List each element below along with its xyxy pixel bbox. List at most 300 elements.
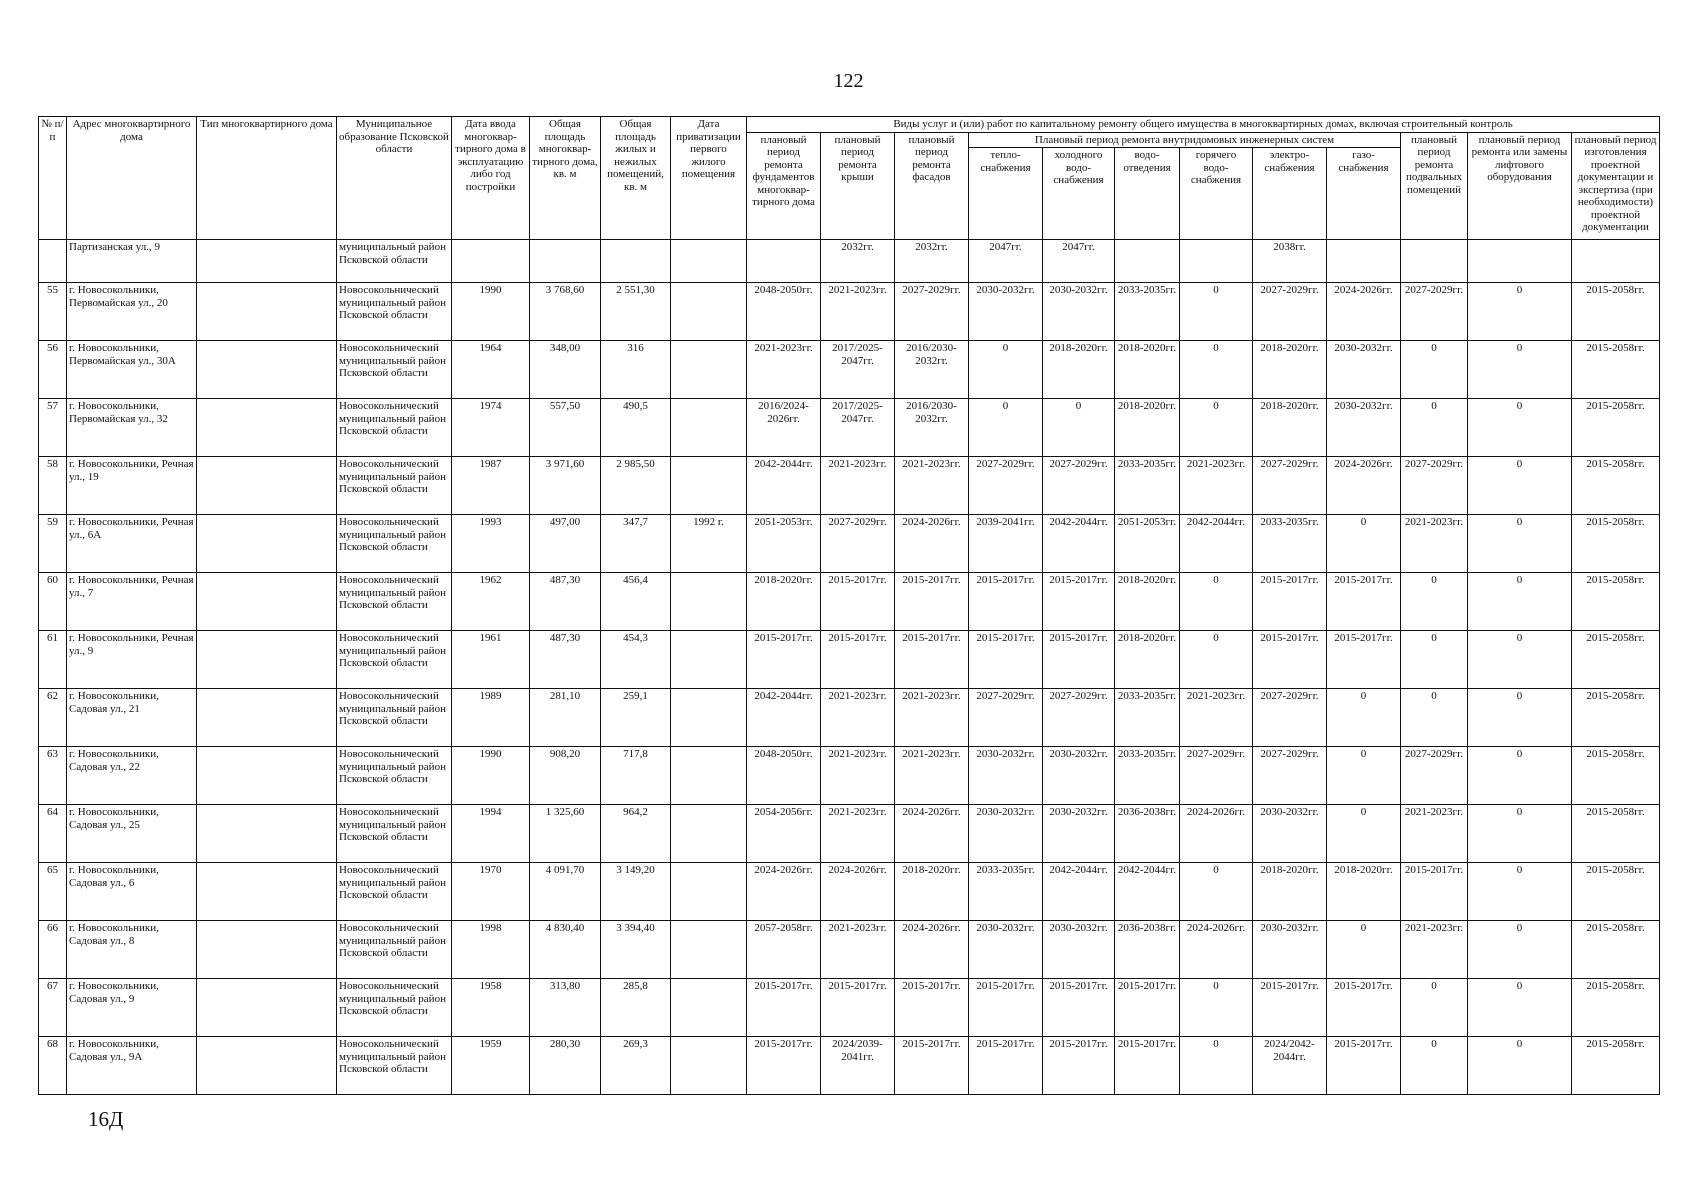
cell-sewer: 2033-2035гг. [1115, 689, 1180, 747]
cell-facade: 2024-2026гг. [895, 515, 969, 573]
cell-privatization [671, 689, 747, 747]
cell-num: 58 [39, 457, 67, 515]
cell-heat: 2033-2035гг. [969, 863, 1043, 921]
cell-foundation: 2057-2058гг. [747, 921, 821, 979]
cell-living-area: 454,3 [601, 631, 671, 689]
cell-type [197, 805, 337, 863]
cell-num: 59 [39, 515, 67, 573]
cell-roof: 2021-2023гг. [821, 921, 895, 979]
cell-heat: 0 [969, 399, 1043, 457]
cell-roof: 2017/2025-2047гг. [821, 399, 895, 457]
cell-design: 2015-2058гг. [1572, 573, 1660, 631]
header-facade: плановый период ремонта фасадов [895, 132, 969, 240]
cell-address: г. Новосокольники, Первомайская ул., 32 [67, 399, 197, 457]
cell-total-area: 487,30 [530, 573, 601, 631]
cell-municipality: Новосокольнический муниципальный район Псковской области [337, 341, 452, 399]
cell-basement: 0 [1401, 1037, 1468, 1095]
cell-heat: 2015-2017гг. [969, 1037, 1043, 1095]
cell-heat: 2015-2017гг. [969, 979, 1043, 1037]
cell-municipality: Новосокольнический муниципальный район Псковской области [337, 689, 452, 747]
cell-type [197, 515, 337, 573]
cell-address: г. Новосокольники, Садовая ул., 21 [67, 689, 197, 747]
cell-elevator: 0 [1468, 515, 1572, 573]
cell-basement: 2027-2029гг. [1401, 747, 1468, 805]
cell-electric: 2015-2017гг. [1253, 979, 1327, 1037]
cell-privatization [671, 747, 747, 805]
cell-num: 67 [39, 979, 67, 1037]
cell-design: 2015-2058гг. [1572, 631, 1660, 689]
cell-cold-water: 2015-2017гг. [1043, 1037, 1115, 1095]
header-commission-date: Дата ввода многоквар-тирного дома в эксплуатацию либо год постройки [452, 117, 530, 240]
cell-design: 2015-2058гг. [1572, 457, 1660, 515]
cell-year: 1962 [452, 573, 530, 631]
cell-living-area: 2 985,50 [601, 457, 671, 515]
cell-basement: 2021-2023гг. [1401, 515, 1468, 573]
cell-facade: 2021-2023гг. [895, 457, 969, 515]
cell-num: 55 [39, 283, 67, 341]
header-num: № п/п [39, 117, 67, 240]
cell-foundation: 2042-2044гг. [747, 457, 821, 515]
cell-cold-water: 2015-2017гг. [1043, 979, 1115, 1037]
cell-living-area: 259,1 [601, 689, 671, 747]
header-basement: плановый период ремонта подвальных помещений [1401, 132, 1468, 240]
cell-heat: 2030-2032гг. [969, 747, 1043, 805]
cell-electric: 2015-2017гг. [1253, 573, 1327, 631]
cell-foundation: 2015-2017гг. [747, 979, 821, 1037]
cell-hot-water: 2042-2044гг. [1180, 515, 1253, 573]
cell-gas: 0 [1327, 747, 1401, 805]
cell-address: Партизанская ул., 9 [67, 240, 197, 283]
cell-year: 1961 [452, 631, 530, 689]
footer-code: 16Д [88, 1107, 124, 1131]
cell-foundation: 2042-2044гг. [747, 689, 821, 747]
cell-hot-water: 0 [1180, 341, 1253, 399]
cell-cold-water: 2027-2029гг. [1043, 689, 1115, 747]
cell-foundation: 2054-2056гг. [747, 805, 821, 863]
cell-cold-water: 2042-2044гг. [1043, 515, 1115, 573]
cell-design: 2015-2058гг. [1572, 747, 1660, 805]
cell-electric: 2024/2042-2044гг. [1253, 1037, 1327, 1095]
cell-living-area: 490,5 [601, 399, 671, 457]
cell-electric: 2030-2032гг. [1253, 921, 1327, 979]
cell-elevator: 0 [1468, 573, 1572, 631]
cell-facade: 2016/2030-2032гг. [895, 341, 969, 399]
cell-privatization [671, 341, 747, 399]
cell-design: 2015-2058гг. [1572, 689, 1660, 747]
cell-facade: 2018-2020гг. [895, 863, 969, 921]
cell-privatization [671, 805, 747, 863]
cell-cold-water: 2030-2032гг. [1043, 921, 1115, 979]
cell-heat: 2030-2032гг. [969, 805, 1043, 863]
cell-year: 1964 [452, 341, 530, 399]
cell-cold-water: 2042-2044гг. [1043, 863, 1115, 921]
header-address: Адрес многоквартирного дома [67, 117, 197, 240]
header-hot-water: горячего водо-снабжения [1180, 148, 1253, 240]
cell-total-area: 4 830,40 [530, 921, 601, 979]
cell-gas: 0 [1327, 689, 1401, 747]
cell-year: 1959 [452, 1037, 530, 1095]
cell-living-area: 2 551,30 [601, 283, 671, 341]
cell-total-area: 1 325,60 [530, 805, 601, 863]
cell-cold-water: 2030-2032гг. [1043, 283, 1115, 341]
cell-design: 2015-2058гг. [1572, 979, 1660, 1037]
cell-living-area: 269,3 [601, 1037, 671, 1095]
cell-heat: 2027-2029гг. [969, 457, 1043, 515]
cell-hot-water: 2027-2029гг. [1180, 747, 1253, 805]
cell-design: 2015-2058гг. [1572, 399, 1660, 457]
cell-roof: 2024/2039-2041гг. [821, 1037, 895, 1095]
capital-repair-table [38, 116, 1660, 1095]
cell-elevator: 0 [1468, 457, 1572, 515]
cell-basement: 2015-2017гг. [1401, 863, 1468, 921]
cell-basement: 0 [1401, 979, 1468, 1037]
cell-sewer: 2018-2020гг. [1115, 399, 1180, 457]
cell-cold-water: 2015-2017гг. [1043, 631, 1115, 689]
cell-basement: 0 [1401, 573, 1468, 631]
cell-elevator: 0 [1468, 863, 1572, 921]
cell-municipality: Новосокольнический муниципальный район Псковской области [337, 457, 452, 515]
cell-design: 2015-2058гг. [1572, 1037, 1660, 1095]
cell-gas: 2030-2032гг. [1327, 341, 1401, 399]
cell-roof: 2021-2023гг. [821, 805, 895, 863]
cell-gas: 2015-2017гг. [1327, 1037, 1401, 1095]
cell-living-area: 456,4 [601, 573, 671, 631]
cell-living-area: 964,2 [601, 805, 671, 863]
cell-type [197, 863, 337, 921]
cell-facade: 2015-2017гг. [895, 1037, 969, 1095]
cell-year: 1993 [452, 515, 530, 573]
cell-foundation: 2015-2017гг. [747, 631, 821, 689]
cell-total-area: 497,00 [530, 515, 601, 573]
cell-foundation: 2021-2023гг. [747, 341, 821, 399]
table-row [39, 399, 1660, 457]
cell-facade: 2021-2023гг. [895, 747, 969, 805]
cell-facade: 2015-2017гг. [895, 573, 969, 631]
cell-year: 1958 [452, 979, 530, 1037]
cell-electric: 2015-2017гг. [1253, 631, 1327, 689]
cell-roof: 2015-2017гг. [821, 979, 895, 1037]
cell-privatization [671, 573, 747, 631]
cell-basement: 0 [1401, 689, 1468, 747]
table-row [39, 863, 1660, 921]
cell-address: г. Новосокольники, Речная ул., 19 [67, 457, 197, 515]
cell-municipality: Новосокольнический муниципальный район Псковской области [337, 283, 452, 341]
cell-municipality: Новосокольнический муниципальный район Псковской области [337, 921, 452, 979]
cell-address: г. Новосокольники, Садовая ул., 8 [67, 921, 197, 979]
cell-address: г. Новосокольники, Садовая ул., 25 [67, 805, 197, 863]
cell-gas: 2018-2020гг. [1327, 863, 1401, 921]
cell-elevator: 0 [1468, 747, 1572, 805]
header-engineering-group: Плановый период ремонта внутридомовых инженерных систем [969, 132, 1401, 148]
cell-roof: 2021-2023гг. [821, 457, 895, 515]
cell-year: 1990 [452, 747, 530, 805]
table-row [39, 631, 1660, 689]
table-row [39, 921, 1660, 979]
table-row [39, 457, 1660, 515]
cell-type [197, 283, 337, 341]
cell-privatization [671, 863, 747, 921]
cell-privatization [671, 399, 747, 457]
cell-heat: 2039-2041гг. [969, 515, 1043, 573]
cell-privatization [671, 631, 747, 689]
cell-municipality: Новосокольнический муниципальный район Псковской области [337, 573, 452, 631]
cell-total-area: 487,30 [530, 631, 601, 689]
cell-type [197, 573, 337, 631]
cell-num: 66 [39, 921, 67, 979]
cell-elevator: 0 [1468, 921, 1572, 979]
cell-address: г. Новосокольники, Речная ул., 9 [67, 631, 197, 689]
cell-roof: 2017/2025-2047гг. [821, 341, 895, 399]
cell-heat: 2015-2017гг. [969, 573, 1043, 631]
cell-electric: 2018-2020гг. [1253, 863, 1327, 921]
cell-heat: 2015-2017гг. [969, 631, 1043, 689]
cell-heat: 2030-2032гг. [969, 283, 1043, 341]
cell-hot-water: 0 [1180, 979, 1253, 1037]
cell-electric: 2018-2020гг. [1253, 399, 1327, 457]
cell-sewer: 2042-2044гг. [1115, 863, 1180, 921]
cell-hot-water: 0 [1180, 631, 1253, 689]
cell-municipality: Новосокольнический муниципальный район Псковской области [337, 979, 452, 1037]
cell-roof: 2021-2023гг. [821, 747, 895, 805]
cell-type [197, 399, 337, 457]
cell-foundation: 2015-2017гг. [747, 1037, 821, 1095]
cell-year: 1987 [452, 457, 530, 515]
cell-year: 1989 [452, 689, 530, 747]
cell-gas: 2015-2017гг. [1327, 573, 1401, 631]
cell-sewer: 2018-2020гг. [1115, 631, 1180, 689]
cell-sewer: 2033-2035гг. [1115, 283, 1180, 341]
cell-heat: 0 [969, 341, 1043, 399]
cell-heat: 2047гг. [969, 240, 1043, 283]
cell-total-area: 281,10 [530, 689, 601, 747]
cell-privatization [671, 283, 747, 341]
cell-total-area: 557,50 [530, 399, 601, 457]
header-total-area: Общая площадь многоквар-тирного дома, кв. м [530, 117, 601, 240]
cell-elevator: 0 [1468, 631, 1572, 689]
continuation-row [39, 240, 1660, 283]
cell-address: г. Новосокольники, Садовая ул., 6 [67, 863, 197, 921]
cell-gas: 2024-2026гг. [1327, 283, 1401, 341]
cell-hot-water: 2024-2026гг. [1180, 921, 1253, 979]
cell-electric: 2038гг. [1253, 240, 1327, 283]
cell-roof: 2015-2017гг. [821, 573, 895, 631]
cell-type [197, 689, 337, 747]
cell-municipality: муниципальный район Псковской области [337, 240, 452, 283]
cell-cold-water: 2015-2017гг. [1043, 573, 1115, 631]
cell-hot-water: 0 [1180, 1037, 1253, 1095]
cell-basement: 2027-2029гг. [1401, 457, 1468, 515]
cell-facade: 2015-2017гг. [895, 979, 969, 1037]
header-elevator: плановый период ремонта или замены лифтового оборудования [1468, 132, 1572, 240]
table-row [39, 805, 1660, 863]
header-works-group: Виды услуг и (или) работ по капитальному ремонту общего имущества в многоквартирных домах, включая строительный контроль [747, 117, 1660, 133]
cell-type [197, 457, 337, 515]
cell-address: г. Новосокольники, Речная ул., 6А [67, 515, 197, 573]
cell-heat: 2030-2032гг. [969, 921, 1043, 979]
cell-gas: 0 [1327, 515, 1401, 573]
cell-roof: 2027-2029гг. [821, 515, 895, 573]
cell-total-area: 908,20 [530, 747, 601, 805]
cell-total-area: 348,00 [530, 341, 601, 399]
cell-roof: 2021-2023гг. [821, 689, 895, 747]
cell-facade: 2024-2026гг. [895, 805, 969, 863]
cell-sewer: 2036-2038гг. [1115, 921, 1180, 979]
table-row [39, 1037, 1660, 1095]
table-row [39, 341, 1660, 399]
cell-type [197, 1037, 337, 1095]
cell-address: г. Новосокольники, Первомайская ул., 20 [67, 283, 197, 341]
cell-foundation: 2024-2026гг. [747, 863, 821, 921]
cell-design: 2015-2058гг. [1572, 341, 1660, 399]
cell-basement: 0 [1401, 341, 1468, 399]
cell-num: 65 [39, 863, 67, 921]
cell-sewer: 2018-2020гг. [1115, 573, 1180, 631]
cell-elevator: 0 [1468, 689, 1572, 747]
cell-sewer: 2036-2038гг. [1115, 805, 1180, 863]
cell-gas: 0 [1327, 921, 1401, 979]
cell-electric: 2033-2035гг. [1253, 515, 1327, 573]
cell-total-area: 280,30 [530, 1037, 601, 1095]
cell-year: 1994 [452, 805, 530, 863]
cell-foundation: 2048-2050гг. [747, 747, 821, 805]
cell-type [197, 341, 337, 399]
cell-municipality: Новосокольнический муниципальный район Псковской области [337, 863, 452, 921]
cell-num: 57 [39, 399, 67, 457]
cell-cold-water: 2030-2032гг. [1043, 747, 1115, 805]
cell-total-area: 3 971,60 [530, 457, 601, 515]
header-electric: электро-снабжения [1253, 148, 1327, 240]
cell-design: 2015-2058гг. [1572, 805, 1660, 863]
cell-num: 64 [39, 805, 67, 863]
cell-year: 1998 [452, 921, 530, 979]
cell-gas: 2015-2017гг. [1327, 631, 1401, 689]
cell-type [197, 979, 337, 1037]
cell-electric: 2027-2029гг. [1253, 747, 1327, 805]
cell-electric: 2018-2020гг. [1253, 341, 1327, 399]
table-row [39, 283, 1660, 341]
cell-design: 2015-2058гг. [1572, 283, 1660, 341]
cell-sewer: 2033-2035гг. [1115, 747, 1180, 805]
cell-basement: 2021-2023гг. [1401, 805, 1468, 863]
table-row [39, 689, 1660, 747]
cell-total-area: 313,80 [530, 979, 601, 1037]
cell-year: 1974 [452, 399, 530, 457]
header-gas: газо-снабжения [1327, 148, 1401, 240]
cell-foundation: 2018-2020гг. [747, 573, 821, 631]
table-row [39, 573, 1660, 631]
cell-num: 56 [39, 341, 67, 399]
cell-num: 60 [39, 573, 67, 631]
cell-address: г. Новосокольники, Садовая ул., 22 [67, 747, 197, 805]
cell-living-area: 717,8 [601, 747, 671, 805]
cell-elevator: 0 [1468, 805, 1572, 863]
cell-electric: 2027-2029гг. [1253, 689, 1327, 747]
cell-basement: 0 [1401, 399, 1468, 457]
cell-address: г. Новосокольники, Речная ул., 7 [67, 573, 197, 631]
cell-sewer: 2015-2017гг. [1115, 1037, 1180, 1095]
header-heat: тепло-снабжения [969, 148, 1043, 240]
cell-sewer: 2015-2017гг. [1115, 979, 1180, 1037]
cell-gas: 2030-2032гг. [1327, 399, 1401, 457]
cell-elevator: 0 [1468, 399, 1572, 457]
cell-elevator: 0 [1468, 283, 1572, 341]
cell-cold-water: 2047гг. [1043, 240, 1115, 283]
cell-hot-water: 0 [1180, 863, 1253, 921]
cell-municipality: Новосокольнический муниципальный район Псковской области [337, 1037, 452, 1095]
cell-basement: 0 [1401, 631, 1468, 689]
cell-facade: 2016/2030-2032гг. [895, 399, 969, 457]
cell-roof: 2015-2017гг. [821, 631, 895, 689]
cell-foundation: 2048-2050гг. [747, 283, 821, 341]
cell-facade: 2015-2017гг. [895, 631, 969, 689]
cell-foundation: 2051-2053гг. [747, 515, 821, 573]
cell-facade: 2027-2029гг. [895, 283, 969, 341]
cell-elevator: 0 [1468, 341, 1572, 399]
cell-address: г. Новосокольники, Садовая ул., 9 [67, 979, 197, 1037]
cell-sewer: 2018-2020гг. [1115, 341, 1180, 399]
cell-foundation: 2016/2024-2026гг. [747, 399, 821, 457]
cell-design: 2015-2058гг. [1572, 921, 1660, 979]
cell-num: 63 [39, 747, 67, 805]
cell-type [197, 631, 337, 689]
header-roof: плановый период ремонта крыши [821, 132, 895, 240]
cell-num: 68 [39, 1037, 67, 1095]
cell-cold-water: 0 [1043, 399, 1115, 457]
cell-year: 1970 [452, 863, 530, 921]
cell-facade: 2032гг. [895, 240, 969, 283]
cell-facade: 2021-2023гг. [895, 689, 969, 747]
cell-living-area: 285,8 [601, 979, 671, 1037]
cell-address: г. Новосокольники, Садовая ул., 9А [67, 1037, 197, 1095]
cell-sewer: 2033-2035гг. [1115, 457, 1180, 515]
cell-hot-water: 0 [1180, 573, 1253, 631]
cell-hot-water: 2024-2026гг. [1180, 805, 1253, 863]
cell-privatization [671, 921, 747, 979]
cell-heat: 2027-2029гг. [969, 689, 1043, 747]
cell-privatization [671, 457, 747, 515]
cell-basement: 2021-2023гг. [1401, 921, 1468, 979]
cell-design: 2015-2058гг. [1572, 515, 1660, 573]
cell-hot-water: 2021-2023гг. [1180, 689, 1253, 747]
cell-municipality: Новосокольнический муниципальный район Псковской области [337, 747, 452, 805]
cell-cold-water: 2030-2032гг. [1043, 805, 1115, 863]
cell-type [197, 747, 337, 805]
cell-electric: 2027-2029гг. [1253, 457, 1327, 515]
cell-municipality: Новосокольнический муниципальный район Псковской области [337, 515, 452, 573]
cell-total-area: 3 768,60 [530, 283, 601, 341]
cell-municipality: Новосокольнический муниципальный район Псковской области [337, 631, 452, 689]
header-privatization-date: Дата приватизации первого жилого помещения [671, 117, 747, 240]
cell-num: 62 [39, 689, 67, 747]
header-design-docs: плановый период изготовления проектной документации и экспертиза (при необходимости) проектной документации [1572, 132, 1660, 240]
cell-gas: 0 [1327, 805, 1401, 863]
cell-electric: 2027-2029гг. [1253, 283, 1327, 341]
cell-living-area: 347,7 [601, 515, 671, 573]
cell-total-area: 4 091,70 [530, 863, 601, 921]
cell-type [197, 921, 337, 979]
cell-living-area: 316 [601, 341, 671, 399]
header-living-area: Общая площадь жилых и нежилых помещений, кв. м [601, 117, 671, 240]
cell-facade: 2024-2026гг. [895, 921, 969, 979]
cell-basement: 2027-2029гг. [1401, 283, 1468, 341]
cell-num: 61 [39, 631, 67, 689]
cell-elevator: 0 [1468, 1037, 1572, 1095]
cell-living-area: 3 149,20 [601, 863, 671, 921]
cell-sewer: 2051-2053гг. [1115, 515, 1180, 573]
cell-roof: 2032гг. [821, 240, 895, 283]
cell-municipality: Новосокольнический муниципальный район Псковской области [337, 399, 452, 457]
page-number: 122 [833, 70, 864, 92]
